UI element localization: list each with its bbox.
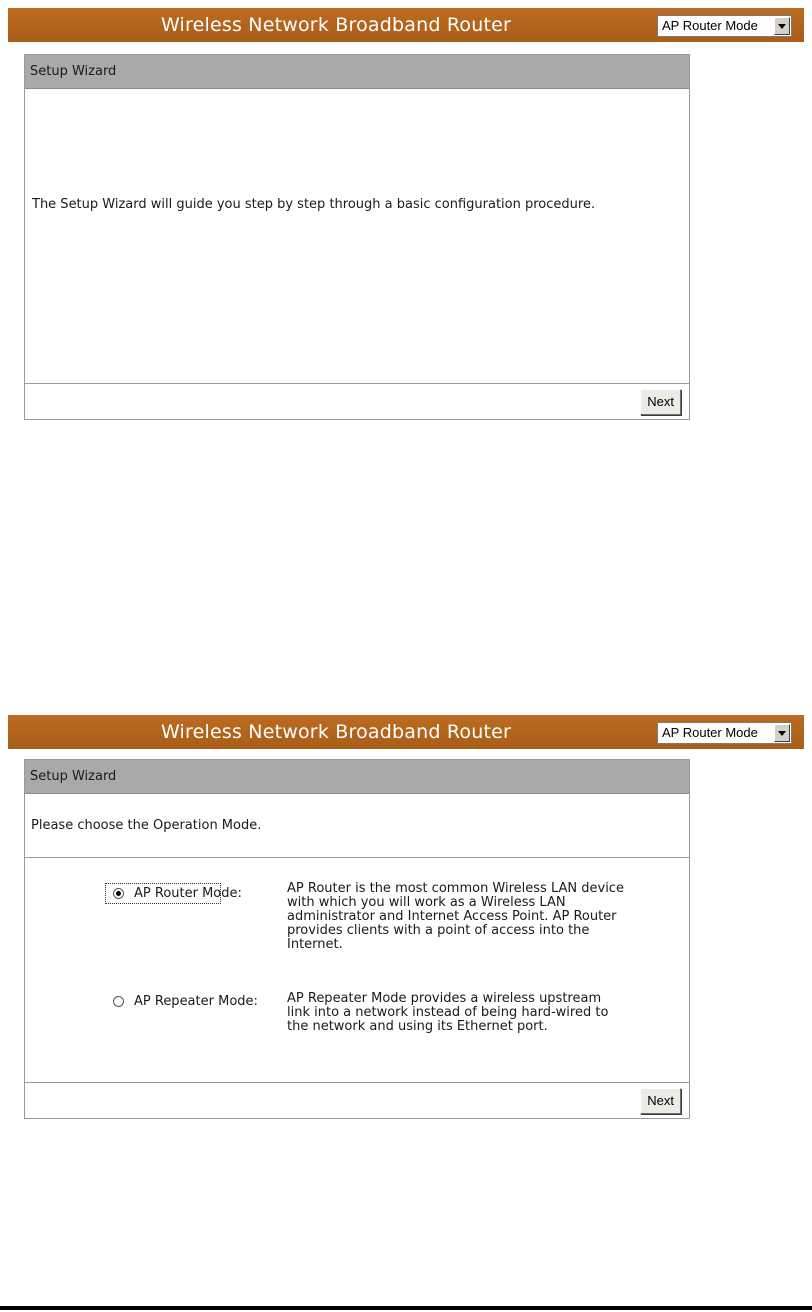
panel-footer [25, 383, 689, 419]
panel-title: Setup Wizard [25, 55, 689, 89]
next-button[interactable]: Next [640, 1088, 681, 1114]
ap-repeater-mode-radio[interactable] [113, 996, 124, 1007]
setup-wizard-panel [24, 759, 690, 1119]
next-button[interactable]: Next [640, 389, 681, 415]
operation-mode-select[interactable] [657, 15, 792, 37]
panel-title: Setup Wizard [25, 760, 689, 794]
operation-mode-select[interactable] [657, 722, 792, 744]
operation-mode-prompt: Please choose the Operation Mode. [25, 794, 689, 858]
ap-repeater-mode-label[interactable]: AP Repeater Mode: [134, 994, 258, 1009]
app-title: Wireless Network Broadband Router [160, 721, 512, 743]
page-bottom-rule [0, 1306, 812, 1310]
mode-select-value: AP Router Mode [662, 725, 758, 740]
app-title: Wireless Network Broadband Router [160, 14, 512, 36]
setup-wizard-panel [24, 54, 690, 420]
panel-footer [25, 1082, 689, 1118]
ap-repeater-mode-description: AP Repeater Mode provides a wireless upstream link into a network instead of being hard-wired to the network and using its Ethernet port. [287, 991, 609, 1034]
header-banner [8, 8, 804, 42]
ap-router-mode-label[interactable]: AP Router Mode: [134, 886, 242, 901]
ap-router-mode-description: AP Router is the most common Wireless LAN device with which you will work as a Wireless LAN administrator and Internet Access Point. AP Router provides clients with a point of access into the Internet. [287, 881, 624, 952]
wizard-intro-text: The Setup Wizard will guide you step by step through a basic configuration procedure. [32, 197, 596, 212]
chevron-down-icon[interactable] [774, 724, 790, 742]
header-banner [8, 715, 804, 749]
radio-selected-dot [116, 891, 121, 896]
mode-select-value: AP Router Mode [662, 18, 758, 33]
chevron-down-icon[interactable] [774, 17, 790, 35]
ap-router-mode-radio[interactable] [113, 888, 124, 899]
